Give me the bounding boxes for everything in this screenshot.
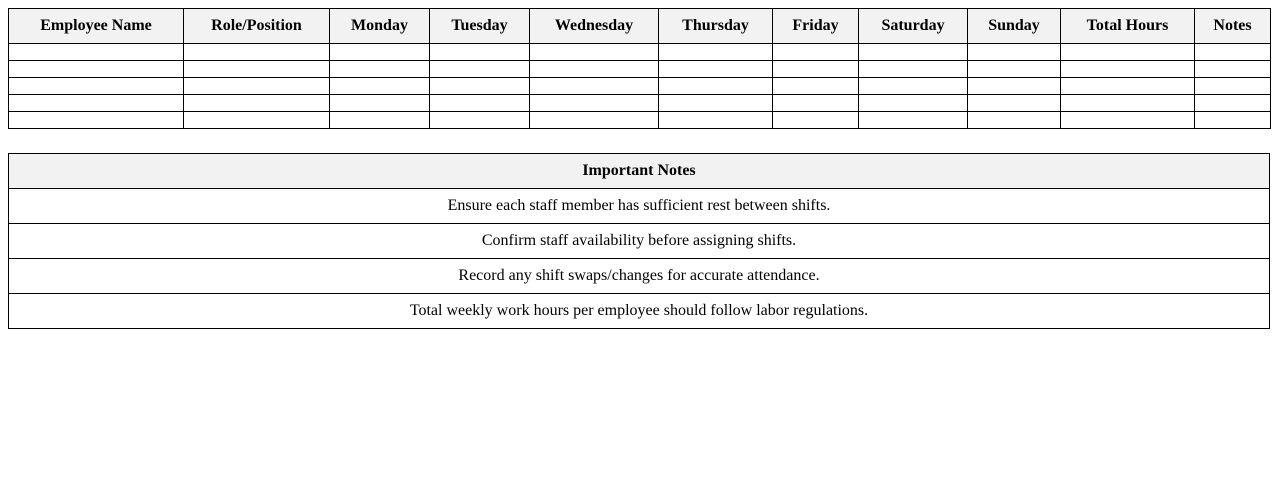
header-sunday: Sunday	[968, 9, 1061, 44]
important-notes-table	[8, 153, 1270, 329]
cell-wednesday[interactable]	[530, 112, 659, 129]
cell-friday[interactable]	[773, 112, 859, 129]
cell-thursday[interactable]	[659, 112, 773, 129]
header-saturday: Saturday	[859, 9, 968, 44]
header-monday: Monday	[330, 9, 430, 44]
cell-monday[interactable]	[330, 112, 430, 129]
cell-monday[interactable]	[330, 78, 430, 95]
cell-thursday[interactable]	[659, 95, 773, 112]
cell-tuesday[interactable]	[430, 44, 530, 61]
cell-sunday[interactable]	[968, 44, 1061, 61]
cell-monday[interactable]	[330, 95, 430, 112]
cell-thursday[interactable]	[659, 61, 773, 78]
cell-employee-name[interactable]	[9, 61, 184, 78]
cell-saturday[interactable]	[859, 112, 968, 129]
cell-role-position[interactable]	[184, 61, 330, 78]
schedule-row	[9, 112, 1271, 129]
note-item: Record any shift swaps/changes for accurate attendance.	[9, 259, 1270, 294]
cell-tuesday[interactable]	[430, 78, 530, 95]
cell-total-hours[interactable]	[1061, 61, 1195, 78]
cell-saturday[interactable]	[859, 95, 968, 112]
cell-notes[interactable]	[1195, 78, 1271, 95]
note-item: Ensure each staff member has sufficient rest between shifts.	[9, 189, 1270, 224]
cell-tuesday[interactable]	[430, 61, 530, 78]
cell-employee-name[interactable]	[9, 95, 184, 112]
cell-friday[interactable]	[773, 95, 859, 112]
note-item: Confirm staff availability before assigning shifts.	[9, 224, 1270, 259]
schedule-row	[9, 95, 1271, 112]
cell-notes[interactable]	[1195, 95, 1271, 112]
cell-wednesday[interactable]	[530, 61, 659, 78]
cell-sunday[interactable]	[968, 78, 1061, 95]
cell-employee-name[interactable]	[9, 112, 184, 129]
cell-wednesday[interactable]	[530, 78, 659, 95]
cell-saturday[interactable]	[859, 61, 968, 78]
notes-header-row	[9, 154, 1270, 189]
header-notes: Notes	[1195, 9, 1271, 44]
schedule-table	[8, 8, 1271, 129]
cell-role-position[interactable]	[184, 95, 330, 112]
cell-monday[interactable]	[330, 44, 430, 61]
note-row	[9, 259, 1270, 294]
cell-friday[interactable]	[773, 61, 859, 78]
page-content	[8, 8, 1270, 329]
schedule-row	[9, 78, 1271, 95]
cell-tuesday[interactable]	[430, 95, 530, 112]
cell-total-hours[interactable]	[1061, 78, 1195, 95]
note-row	[9, 224, 1270, 259]
cell-employee-name[interactable]	[9, 78, 184, 95]
cell-wednesday[interactable]	[530, 44, 659, 61]
note-row	[9, 189, 1270, 224]
cell-notes[interactable]	[1195, 44, 1271, 61]
schedule-body	[9, 44, 1271, 129]
cell-employee-name[interactable]	[9, 44, 184, 61]
note-row	[9, 294, 1270, 329]
cell-total-hours[interactable]	[1061, 112, 1195, 129]
cell-sunday[interactable]	[968, 112, 1061, 129]
cell-thursday[interactable]	[659, 44, 773, 61]
header-tuesday: Tuesday	[430, 9, 530, 44]
cell-friday[interactable]	[773, 44, 859, 61]
header-friday: Friday	[773, 9, 859, 44]
header-role-position: Role/Position	[184, 9, 330, 44]
cell-role-position[interactable]	[184, 78, 330, 95]
schedule-row	[9, 44, 1271, 61]
cell-notes[interactable]	[1195, 61, 1271, 78]
schedule-row	[9, 61, 1271, 78]
cell-sunday[interactable]	[968, 95, 1061, 112]
cell-saturday[interactable]	[859, 44, 968, 61]
header-total-hours: Total Hours	[1061, 9, 1195, 44]
cell-monday[interactable]	[330, 61, 430, 78]
header-employee-name: Employee Name	[9, 9, 184, 44]
cell-role-position[interactable]	[184, 44, 330, 61]
note-item: Total weekly work hours per employee should follow labor regulations.	[9, 294, 1270, 329]
cell-notes[interactable]	[1195, 112, 1271, 129]
notes-title: Important Notes	[9, 154, 1270, 189]
cell-sunday[interactable]	[968, 61, 1061, 78]
cell-tuesday[interactable]	[430, 112, 530, 129]
cell-total-hours[interactable]	[1061, 95, 1195, 112]
cell-thursday[interactable]	[659, 78, 773, 95]
cell-role-position[interactable]	[184, 112, 330, 129]
cell-saturday[interactable]	[859, 78, 968, 95]
header-wednesday: Wednesday	[530, 9, 659, 44]
cell-wednesday[interactable]	[530, 95, 659, 112]
schedule-header-row	[9, 9, 1271, 44]
cell-total-hours[interactable]	[1061, 44, 1195, 61]
header-thursday: Thursday	[659, 9, 773, 44]
cell-friday[interactable]	[773, 78, 859, 95]
